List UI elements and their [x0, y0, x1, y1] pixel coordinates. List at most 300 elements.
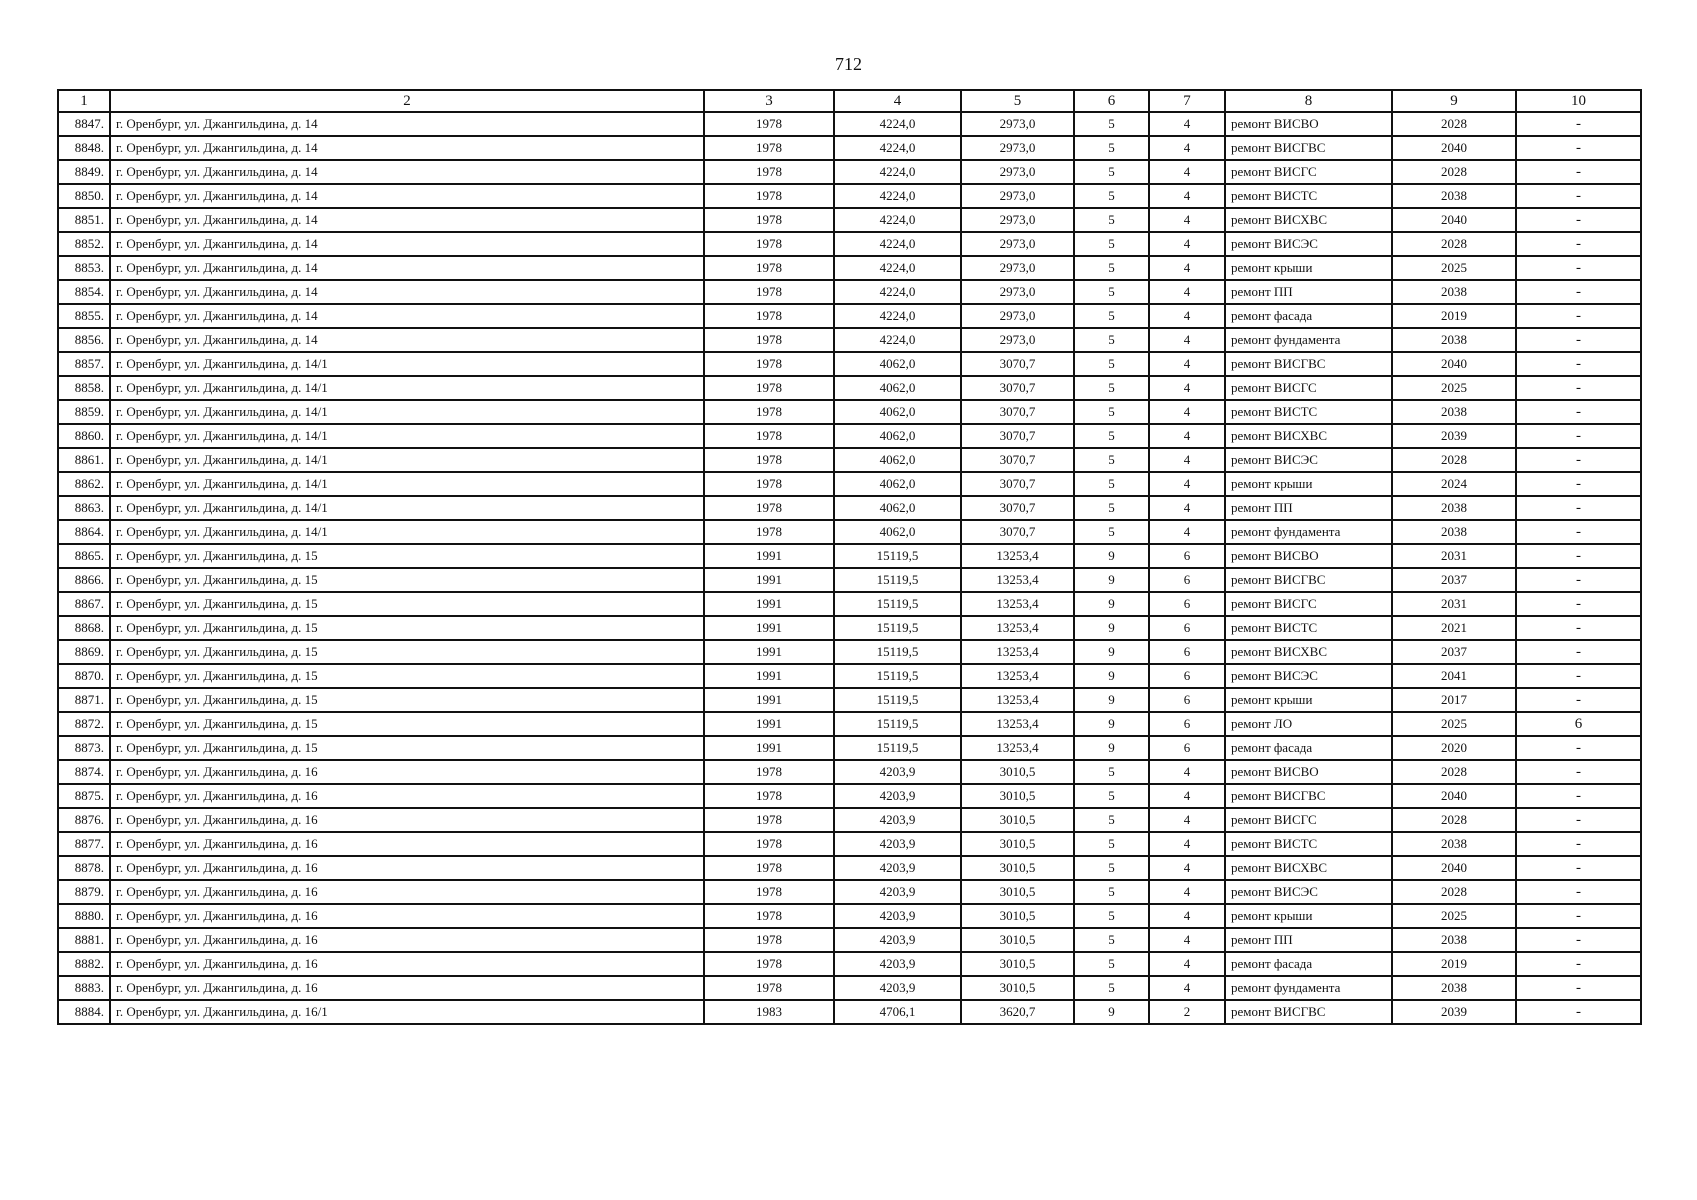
cell-note: -	[1516, 136, 1641, 160]
cell-repair-type: ремонт ВИСТС	[1225, 400, 1392, 424]
cell-address: г. Оренбург, ул. Джангильдина, д. 15	[110, 592, 704, 616]
cell-repair-year: 2028	[1392, 808, 1516, 832]
cell-note: -	[1516, 664, 1641, 688]
cell-living-area: 3010,5	[961, 976, 1074, 1000]
cell-total-area: 4203,9	[834, 760, 961, 784]
cell-total-area: 4203,9	[834, 904, 961, 928]
cell-address: г. Оренбург, ул. Джангильдина, д. 16	[110, 832, 704, 856]
cell-row-number: 8872.	[58, 712, 110, 736]
cell-address: г. Оренбург, ул. Джангильдина, д. 14	[110, 208, 704, 232]
cell-living-area: 3070,7	[961, 352, 1074, 376]
cell-repair-type: ремонт фасада	[1225, 304, 1392, 328]
cell-total-area: 15119,5	[834, 664, 961, 688]
cell-row-number: 8880.	[58, 904, 110, 928]
cell-address: г. Оренбург, ул. Джангильдина, д. 14	[110, 160, 704, 184]
cell-year-built: 1978	[704, 352, 834, 376]
cell-repair-type: ремонт ПП	[1225, 496, 1392, 520]
cell-row-number: 8857.	[58, 352, 110, 376]
cell-note: -	[1516, 400, 1641, 424]
cell-living-area: 13253,4	[961, 544, 1074, 568]
housing-repair-table	[57, 89, 1642, 1025]
cell-entrances: 6	[1149, 688, 1225, 712]
cell-entrances: 4	[1149, 400, 1225, 424]
cell-floors: 5	[1074, 952, 1149, 976]
cell-repair-type: ремонт ПП	[1225, 928, 1392, 952]
cell-repair-year: 2040	[1392, 856, 1516, 880]
cell-entrances: 6	[1149, 544, 1225, 568]
cell-year-built: 1978	[704, 520, 834, 544]
cell-repair-type: ремонт ВИСГВС	[1225, 352, 1392, 376]
cell-living-area: 2973,0	[961, 256, 1074, 280]
cell-repair-year: 2038	[1392, 928, 1516, 952]
cell-repair-type: ремонт ВИСЭС	[1225, 232, 1392, 256]
cell-address: г. Оренбург, ул. Джангильдина, д. 16	[110, 784, 704, 808]
cell-entrances: 4	[1149, 856, 1225, 880]
cell-year-built: 1978	[704, 208, 834, 232]
page-number: 712	[835, 54, 862, 74]
cell-total-area: 4203,9	[834, 952, 961, 976]
cell-repair-type: ремонт ВИСГВС	[1225, 568, 1392, 592]
cell-total-area: 15119,5	[834, 592, 961, 616]
cell-total-area: 4224,0	[834, 256, 961, 280]
cell-entrances: 4	[1149, 136, 1225, 160]
cell-year-built: 1978	[704, 424, 834, 448]
cell-entrances: 4	[1149, 208, 1225, 232]
table-row	[58, 232, 1641, 256]
table-row	[58, 496, 1641, 520]
cell-year-built: 1978	[704, 376, 834, 400]
cell-living-area: 2973,0	[961, 184, 1074, 208]
table-row	[58, 424, 1641, 448]
cell-repair-year: 2037	[1392, 568, 1516, 592]
cell-living-area: 3010,5	[961, 928, 1074, 952]
cell-repair-year: 2037	[1392, 640, 1516, 664]
cell-entrances: 6	[1149, 568, 1225, 592]
table-row	[58, 976, 1641, 1000]
cell-entrances: 6	[1149, 592, 1225, 616]
table-row	[58, 592, 1641, 616]
cell-year-built: 1978	[704, 136, 834, 160]
cell-repair-type: ремонт фундамента	[1225, 328, 1392, 352]
table-row	[58, 448, 1641, 472]
cell-address: г. Оренбург, ул. Джангильдина, д. 14/1	[110, 472, 704, 496]
cell-total-area: 15119,5	[834, 640, 961, 664]
cell-note: -	[1516, 496, 1641, 520]
cell-floors: 9	[1074, 1000, 1149, 1024]
cell-year-built: 1978	[704, 232, 834, 256]
cell-living-area: 13253,4	[961, 640, 1074, 664]
cell-living-area: 13253,4	[961, 568, 1074, 592]
cell-floors: 5	[1074, 112, 1149, 136]
cell-year-built: 1978	[704, 184, 834, 208]
cell-year-built: 1978	[704, 928, 834, 952]
cell-floors: 9	[1074, 688, 1149, 712]
cell-floors: 9	[1074, 592, 1149, 616]
cell-living-area: 3070,7	[961, 496, 1074, 520]
table-row	[58, 328, 1641, 352]
cell-entrances: 4	[1149, 424, 1225, 448]
cell-repair-year: 2028	[1392, 448, 1516, 472]
cell-floors: 5	[1074, 472, 1149, 496]
cell-row-number: 8864.	[58, 520, 110, 544]
cell-row-number: 8873.	[58, 736, 110, 760]
column-header-10: 10	[1516, 90, 1641, 112]
cell-repair-year: 2038	[1392, 280, 1516, 304]
cell-note: -	[1516, 928, 1641, 952]
cell-entrances: 4	[1149, 376, 1225, 400]
cell-total-area: 4203,9	[834, 832, 961, 856]
cell-note: -	[1516, 832, 1641, 856]
table-row	[58, 160, 1641, 184]
cell-year-built: 1991	[704, 616, 834, 640]
table-row	[58, 784, 1641, 808]
table-row	[58, 856, 1641, 880]
cell-total-area: 4224,0	[834, 136, 961, 160]
cell-address: г. Оренбург, ул. Джангильдина, д. 14/1	[110, 448, 704, 472]
cell-floors: 9	[1074, 664, 1149, 688]
cell-year-built: 1991	[704, 712, 834, 736]
cell-entrances: 4	[1149, 184, 1225, 208]
cell-entrances: 4	[1149, 160, 1225, 184]
cell-row-number: 8848.	[58, 136, 110, 160]
cell-living-area: 3070,7	[961, 520, 1074, 544]
cell-living-area: 3620,7	[961, 1000, 1074, 1024]
cell-row-number: 8876.	[58, 808, 110, 832]
cell-living-area: 3010,5	[961, 832, 1074, 856]
cell-living-area: 3010,5	[961, 784, 1074, 808]
cell-repair-type: ремонт ЛО	[1225, 712, 1392, 736]
cell-note: -	[1516, 304, 1641, 328]
cell-year-built: 1991	[704, 592, 834, 616]
cell-repair-type: ремонт ВИСЭС	[1225, 664, 1392, 688]
table-row	[58, 304, 1641, 328]
cell-repair-type: ремонт ВИСГС	[1225, 160, 1392, 184]
cell-repair-type: ремонт ВИСВО	[1225, 760, 1392, 784]
cell-floors: 9	[1074, 640, 1149, 664]
cell-note: 6	[1516, 712, 1641, 736]
cell-year-built: 1991	[704, 688, 834, 712]
cell-row-number: 8868.	[58, 616, 110, 640]
cell-living-area: 2973,0	[961, 160, 1074, 184]
cell-floors: 5	[1074, 856, 1149, 880]
cell-row-number: 8855.	[58, 304, 110, 328]
cell-year-built: 1978	[704, 256, 834, 280]
cell-address: г. Оренбург, ул. Джангильдина, д. 14	[110, 232, 704, 256]
cell-row-number: 8875.	[58, 784, 110, 808]
cell-note: -	[1516, 784, 1641, 808]
cell-repair-year: 2040	[1392, 208, 1516, 232]
cell-row-number: 8882.	[58, 952, 110, 976]
cell-address: г. Оренбург, ул. Джангильдина, д. 14/1	[110, 496, 704, 520]
cell-living-area: 3010,5	[961, 808, 1074, 832]
cell-address: г. Оренбург, ул. Джангильдина, д. 15	[110, 712, 704, 736]
cell-year-built: 1978	[704, 112, 834, 136]
cell-total-area: 4062,0	[834, 352, 961, 376]
table-row	[58, 112, 1641, 136]
cell-total-area: 4224,0	[834, 304, 961, 328]
cell-total-area: 15119,5	[834, 712, 961, 736]
cell-repair-year: 2028	[1392, 112, 1516, 136]
cell-living-area: 13253,4	[961, 616, 1074, 640]
cell-note: -	[1516, 736, 1641, 760]
cell-entrances: 4	[1149, 256, 1225, 280]
cell-repair-year: 2038	[1392, 496, 1516, 520]
cell-year-built: 1991	[704, 544, 834, 568]
cell-floors: 5	[1074, 376, 1149, 400]
cell-floors: 5	[1074, 496, 1149, 520]
cell-note: -	[1516, 808, 1641, 832]
cell-total-area: 15119,5	[834, 616, 961, 640]
cell-entrances: 4	[1149, 352, 1225, 376]
cell-repair-type: ремонт ВИСГВС	[1225, 1000, 1392, 1024]
cell-repair-type: ремонт ВИСХВС	[1225, 424, 1392, 448]
cell-note: -	[1516, 376, 1641, 400]
cell-repair-type: ремонт ВИСГС	[1225, 592, 1392, 616]
table-row	[58, 664, 1641, 688]
cell-total-area: 4224,0	[834, 232, 961, 256]
cell-row-number: 8870.	[58, 664, 110, 688]
cell-living-area: 13253,4	[961, 664, 1074, 688]
cell-year-built: 1978	[704, 880, 834, 904]
cell-entrances: 4	[1149, 832, 1225, 856]
cell-row-number: 8859.	[58, 400, 110, 424]
cell-entrances: 4	[1149, 448, 1225, 472]
cell-note: -	[1516, 160, 1641, 184]
cell-total-area: 4224,0	[834, 112, 961, 136]
cell-total-area: 4203,9	[834, 880, 961, 904]
cell-row-number: 8874.	[58, 760, 110, 784]
cell-repair-year: 2038	[1392, 328, 1516, 352]
table-row	[58, 880, 1641, 904]
cell-row-number: 8866.	[58, 568, 110, 592]
cell-note: -	[1516, 1000, 1641, 1024]
cell-repair-year: 2040	[1392, 136, 1516, 160]
cell-total-area: 4224,0	[834, 184, 961, 208]
cell-note: -	[1516, 472, 1641, 496]
cell-living-area: 3070,7	[961, 448, 1074, 472]
cell-row-number: 8850.	[58, 184, 110, 208]
cell-total-area: 4706,1	[834, 1000, 961, 1024]
cell-row-number: 8849.	[58, 160, 110, 184]
cell-living-area: 2973,0	[961, 232, 1074, 256]
cell-repair-year: 2040	[1392, 784, 1516, 808]
cell-row-number: 8879.	[58, 880, 110, 904]
cell-note: -	[1516, 424, 1641, 448]
cell-address: г. Оренбург, ул. Джангильдина, д. 16/1	[110, 1000, 704, 1024]
cell-note: -	[1516, 352, 1641, 376]
cell-note: -	[1516, 448, 1641, 472]
cell-floors: 5	[1074, 832, 1149, 856]
cell-repair-type: ремонт ВИСХВС	[1225, 640, 1392, 664]
cell-note: -	[1516, 904, 1641, 928]
cell-repair-year: 2028	[1392, 160, 1516, 184]
cell-floors: 5	[1074, 448, 1149, 472]
cell-living-area: 3070,7	[961, 376, 1074, 400]
cell-total-area: 4062,0	[834, 424, 961, 448]
cell-floors: 5	[1074, 184, 1149, 208]
cell-floors: 9	[1074, 712, 1149, 736]
table-row	[58, 256, 1641, 280]
cell-repair-year: 2031	[1392, 592, 1516, 616]
cell-address: г. Оренбург, ул. Джангильдина, д. 14	[110, 184, 704, 208]
column-header-1: 1	[58, 90, 110, 112]
table-row	[58, 640, 1641, 664]
cell-entrances: 4	[1149, 112, 1225, 136]
cell-living-area: 3070,7	[961, 472, 1074, 496]
cell-repair-type: ремонт ПП	[1225, 280, 1392, 304]
cell-row-number: 8858.	[58, 376, 110, 400]
cell-address: г. Оренбург, ул. Джангильдина, д. 15	[110, 616, 704, 640]
cell-entrances: 4	[1149, 976, 1225, 1000]
cell-note: -	[1516, 640, 1641, 664]
cell-repair-type: ремонт фундамента	[1225, 520, 1392, 544]
cell-row-number: 8881.	[58, 928, 110, 952]
cell-address: г. Оренбург, ул. Джангильдина, д. 14	[110, 256, 704, 280]
cell-address: г. Оренбург, ул. Джангильдина, д. 14	[110, 328, 704, 352]
cell-year-built: 1991	[704, 568, 834, 592]
cell-repair-year: 2038	[1392, 976, 1516, 1000]
cell-total-area: 4203,9	[834, 856, 961, 880]
cell-living-area: 2973,0	[961, 328, 1074, 352]
cell-year-built: 1978	[704, 856, 834, 880]
cell-living-area: 3010,5	[961, 760, 1074, 784]
cell-address: г. Оренбург, ул. Джангильдина, д. 14	[110, 304, 704, 328]
cell-repair-year: 2028	[1392, 760, 1516, 784]
cell-address: г. Оренбург, ул. Джангильдина, д. 15	[110, 688, 704, 712]
cell-floors: 5	[1074, 232, 1149, 256]
cell-entrances: 4	[1149, 928, 1225, 952]
cell-floors: 5	[1074, 256, 1149, 280]
cell-note: -	[1516, 544, 1641, 568]
cell-address: г. Оренбург, ул. Джангильдина, д. 16	[110, 760, 704, 784]
cell-row-number: 8853.	[58, 256, 110, 280]
cell-total-area: 4224,0	[834, 160, 961, 184]
cell-year-built: 1978	[704, 160, 834, 184]
cell-repair-year: 2025	[1392, 256, 1516, 280]
cell-repair-year: 2025	[1392, 904, 1516, 928]
cell-repair-year: 2028	[1392, 232, 1516, 256]
cell-living-area: 2973,0	[961, 136, 1074, 160]
cell-note: -	[1516, 232, 1641, 256]
cell-floors: 9	[1074, 544, 1149, 568]
cell-address: г. Оренбург, ул. Джангильдина, д. 16	[110, 880, 704, 904]
cell-row-number: 8877.	[58, 832, 110, 856]
cell-year-built: 1978	[704, 448, 834, 472]
table-row	[58, 928, 1641, 952]
cell-total-area: 15119,5	[834, 568, 961, 592]
cell-repair-year: 2021	[1392, 616, 1516, 640]
cell-entrances: 4	[1149, 520, 1225, 544]
cell-repair-type: ремонт крыши	[1225, 256, 1392, 280]
cell-address: г. Оренбург, ул. Джангильдина, д. 15	[110, 664, 704, 688]
cell-address: г. Оренбург, ул. Джангильдина, д. 16	[110, 904, 704, 928]
table-row	[58, 832, 1641, 856]
cell-entrances: 6	[1149, 736, 1225, 760]
cell-floors: 5	[1074, 328, 1149, 352]
table-row	[58, 208, 1641, 232]
cell-address: г. Оренбург, ул. Джангильдина, д. 14/1	[110, 424, 704, 448]
cell-address: г. Оренбург, ул. Джангильдина, д. 15	[110, 568, 704, 592]
cell-entrances: 4	[1149, 784, 1225, 808]
cell-total-area: 4203,9	[834, 928, 961, 952]
cell-note: -	[1516, 688, 1641, 712]
cell-repair-type: ремонт ВИСГВС	[1225, 136, 1392, 160]
cell-repair-type: ремонт ВИСТС	[1225, 184, 1392, 208]
cell-address: г. Оренбург, ул. Джангильдина, д. 14/1	[110, 376, 704, 400]
cell-floors: 5	[1074, 160, 1149, 184]
cell-repair-year: 2024	[1392, 472, 1516, 496]
cell-floors: 5	[1074, 760, 1149, 784]
cell-repair-type: ремонт ВИСВО	[1225, 112, 1392, 136]
cell-total-area: 4203,9	[834, 808, 961, 832]
table-header-row	[58, 90, 1641, 112]
table-row	[58, 400, 1641, 424]
cell-repair-type: ремонт крыши	[1225, 688, 1392, 712]
cell-floors: 9	[1074, 736, 1149, 760]
cell-total-area: 4062,0	[834, 520, 961, 544]
cell-repair-year: 2019	[1392, 304, 1516, 328]
cell-row-number: 8854.	[58, 280, 110, 304]
cell-address: г. Оренбург, ул. Джангильдина, д. 14	[110, 136, 704, 160]
cell-living-area: 3070,7	[961, 424, 1074, 448]
cell-living-area: 3010,5	[961, 856, 1074, 880]
cell-year-built: 1978	[704, 808, 834, 832]
cell-living-area: 3010,5	[961, 880, 1074, 904]
table-row	[58, 952, 1641, 976]
cell-note: -	[1516, 856, 1641, 880]
cell-row-number: 8883.	[58, 976, 110, 1000]
cell-year-built: 1978	[704, 904, 834, 928]
cell-year-built: 1978	[704, 280, 834, 304]
cell-row-number: 8869.	[58, 640, 110, 664]
cell-repair-type: ремонт крыши	[1225, 472, 1392, 496]
cell-living-area: 3010,5	[961, 952, 1074, 976]
cell-address: г. Оренбург, ул. Джангильдина, д. 16	[110, 808, 704, 832]
table-row	[58, 808, 1641, 832]
column-header-7: 7	[1149, 90, 1225, 112]
cell-repair-type: ремонт ВИСГС	[1225, 808, 1392, 832]
cell-total-area: 15119,5	[834, 688, 961, 712]
cell-note: -	[1516, 208, 1641, 232]
cell-repair-type: ремонт ВИСХВС	[1225, 856, 1392, 880]
cell-living-area: 2973,0	[961, 208, 1074, 232]
column-header-2: 2	[110, 90, 704, 112]
cell-repair-type: ремонт ВИСВО	[1225, 544, 1392, 568]
cell-entrances: 4	[1149, 232, 1225, 256]
cell-entrances: 4	[1149, 496, 1225, 520]
cell-total-area: 4062,0	[834, 400, 961, 424]
cell-repair-year: 2020	[1392, 736, 1516, 760]
column-header-9: 9	[1392, 90, 1516, 112]
cell-floors: 5	[1074, 784, 1149, 808]
cell-entrances: 6	[1149, 712, 1225, 736]
cell-total-area: 4224,0	[834, 328, 961, 352]
cell-floors: 5	[1074, 136, 1149, 160]
cell-note: -	[1516, 112, 1641, 136]
cell-entrances: 4	[1149, 304, 1225, 328]
cell-note: -	[1516, 328, 1641, 352]
cell-row-number: 8863.	[58, 496, 110, 520]
cell-year-built: 1978	[704, 832, 834, 856]
cell-note: -	[1516, 880, 1641, 904]
cell-row-number: 8852.	[58, 232, 110, 256]
cell-total-area: 4062,0	[834, 448, 961, 472]
cell-repair-type: ремонт ВИСТС	[1225, 832, 1392, 856]
cell-address: г. Оренбург, ул. Джангильдина, д. 14/1	[110, 520, 704, 544]
cell-floors: 5	[1074, 208, 1149, 232]
cell-address: г. Оренбург, ул. Джангильдина, д. 14	[110, 280, 704, 304]
cell-repair-year: 2038	[1392, 520, 1516, 544]
